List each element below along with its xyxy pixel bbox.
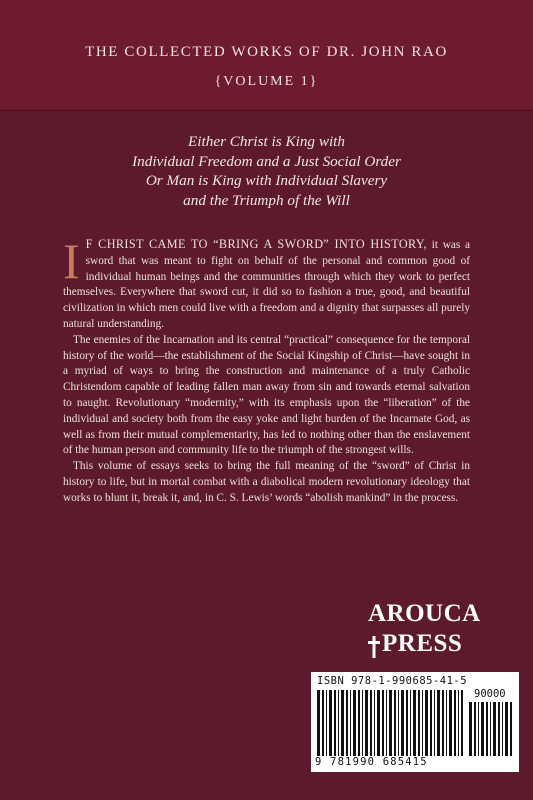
- barcode-bar: [510, 702, 512, 756]
- tagline-line: Either Christ is King with: [188, 133, 345, 150]
- series-title: THE COLLECTED WORKS OF DR. JOHN RAO: [85, 44, 448, 60]
- barcode-bar: [358, 690, 360, 756]
- barcode-bar: [338, 690, 339, 756]
- paragraph-1-lead: F CHRIST CAME TO “BRING A SWORD” INTO HISTORY,: [85, 237, 427, 251]
- barcode-bar: [334, 690, 336, 756]
- barcode: [311, 672, 519, 772]
- barcode-bar: [401, 690, 404, 756]
- barcode-bar: [458, 690, 459, 756]
- barcode-bar: [418, 690, 420, 756]
- barcode-bar: [486, 702, 488, 756]
- barcode-bar: [422, 690, 423, 756]
- publisher-name-line1: AROUCA: [368, 600, 481, 627]
- paragraph-2: The enemies of the Incarnation and its central “practical” consequence for the temporal history of the world—the establishment of the Social Kingship of Christ—have sought in a myriad of ways to bring the construction and maintenance of a truly Catholic Christendom capable of leading fallen man away from sin and towards eternal salvation to naught. Revolutionary “modernity,” with its emphasis upon the “liberation” of the individual and society both from the easy yoke and light burden of the Incarnate God, as well as from their mutual complementarity, has led to nothing other than the enslavement of the human person and community life to the triumph of the strongest wills.: [63, 333, 470, 457]
- barcode-bar: [365, 690, 368, 756]
- barcode-bar: [425, 690, 428, 756]
- barcode-bar: [498, 702, 500, 756]
- barcode-bar: [341, 690, 344, 756]
- barcode-bar: [317, 690, 320, 756]
- header-band: [0, 0, 533, 111]
- paragraph-1: [63, 233, 470, 333]
- barcode-bar: [505, 702, 508, 756]
- volume-label: {VOLUME 1}: [214, 74, 319, 89]
- drop-cap: I: [63, 233, 80, 289]
- barcode-bar: [478, 702, 479, 756]
- barcode-bar: [437, 690, 440, 756]
- barcode-bar: [502, 702, 503, 756]
- barcode-bar: [386, 690, 387, 756]
- barcode-bar: [493, 702, 496, 756]
- paragraph-3: This volume of essays seeks to bring the full meaning of the “sword” of Christ in history to life, but in mortal combat with a diabolical modern revolutionary ideology that works to blunt it, break it, and, in C. S. Lewis’ words “abolish mankind” in the process.: [63, 460, 470, 504]
- barcode-bar: [469, 702, 472, 756]
- tagline-line: Or Man is King with Individual Slavery: [145, 172, 388, 189]
- barcode-bar: [346, 690, 348, 756]
- cross-icon: [368, 636, 380, 658]
- ean-number: 9 781990 685415: [315, 756, 428, 768]
- barcode-addon-number: 90000: [474, 688, 506, 700]
- paragraph-1-rest: it was a sword that was meant to fight on behalf of the personal and common good of individual human beings and the communities through which they work to perfect themselves. Everywhere that sword cut, it did so to fashion a true, good, and beautiful civilization in which men could live with a freedom and a dignity that surpasses all purely natural understanding.: [63, 239, 470, 330]
- barcode-bar: [434, 690, 435, 756]
- barcode-bar: [430, 690, 432, 756]
- barcode-bar: [410, 690, 411, 756]
- barcode-bar: [370, 690, 372, 756]
- barcode-bar: [474, 702, 476, 756]
- barcode-bar: [449, 690, 452, 756]
- barcode-bar: [326, 690, 327, 756]
- isbn-number: ISBN 978-1-990685-41-5: [317, 675, 468, 687]
- barcode-bar: [374, 690, 375, 756]
- blurb-text: [63, 233, 470, 507]
- publisher-logo: [368, 600, 481, 668]
- barcode-bars: [317, 690, 463, 756]
- barcode-bar: [413, 690, 416, 756]
- barcode-bar: [329, 690, 332, 756]
- tagline-line: and the Triumph of the Will: [183, 191, 350, 209]
- barcode-bar: [454, 690, 456, 756]
- barcode-bar: [322, 690, 324, 756]
- barcode-bar: [350, 690, 351, 756]
- barcode-bar: [442, 690, 444, 756]
- barcode-bar: [382, 690, 384, 756]
- barcode-bar: [446, 690, 447, 756]
- tagline: [60, 132, 473, 210]
- publisher-name-line2: PRESS: [382, 630, 463, 657]
- barcode-bar: [389, 690, 392, 756]
- tagline-line: Individual Freedom and a Just Social Order: [132, 152, 401, 170]
- barcode-bar: [398, 690, 399, 756]
- barcode-bar: [490, 702, 491, 756]
- barcode-addon-bars: [469, 702, 513, 756]
- barcode-bar: [461, 690, 463, 756]
- barcode-bar: [377, 690, 380, 756]
- barcode-bar: [394, 690, 396, 756]
- barcode-bar: [481, 702, 484, 756]
- barcode-bar: [353, 690, 356, 756]
- barcode-bar: [406, 690, 408, 756]
- barcode-bar: [362, 690, 363, 756]
